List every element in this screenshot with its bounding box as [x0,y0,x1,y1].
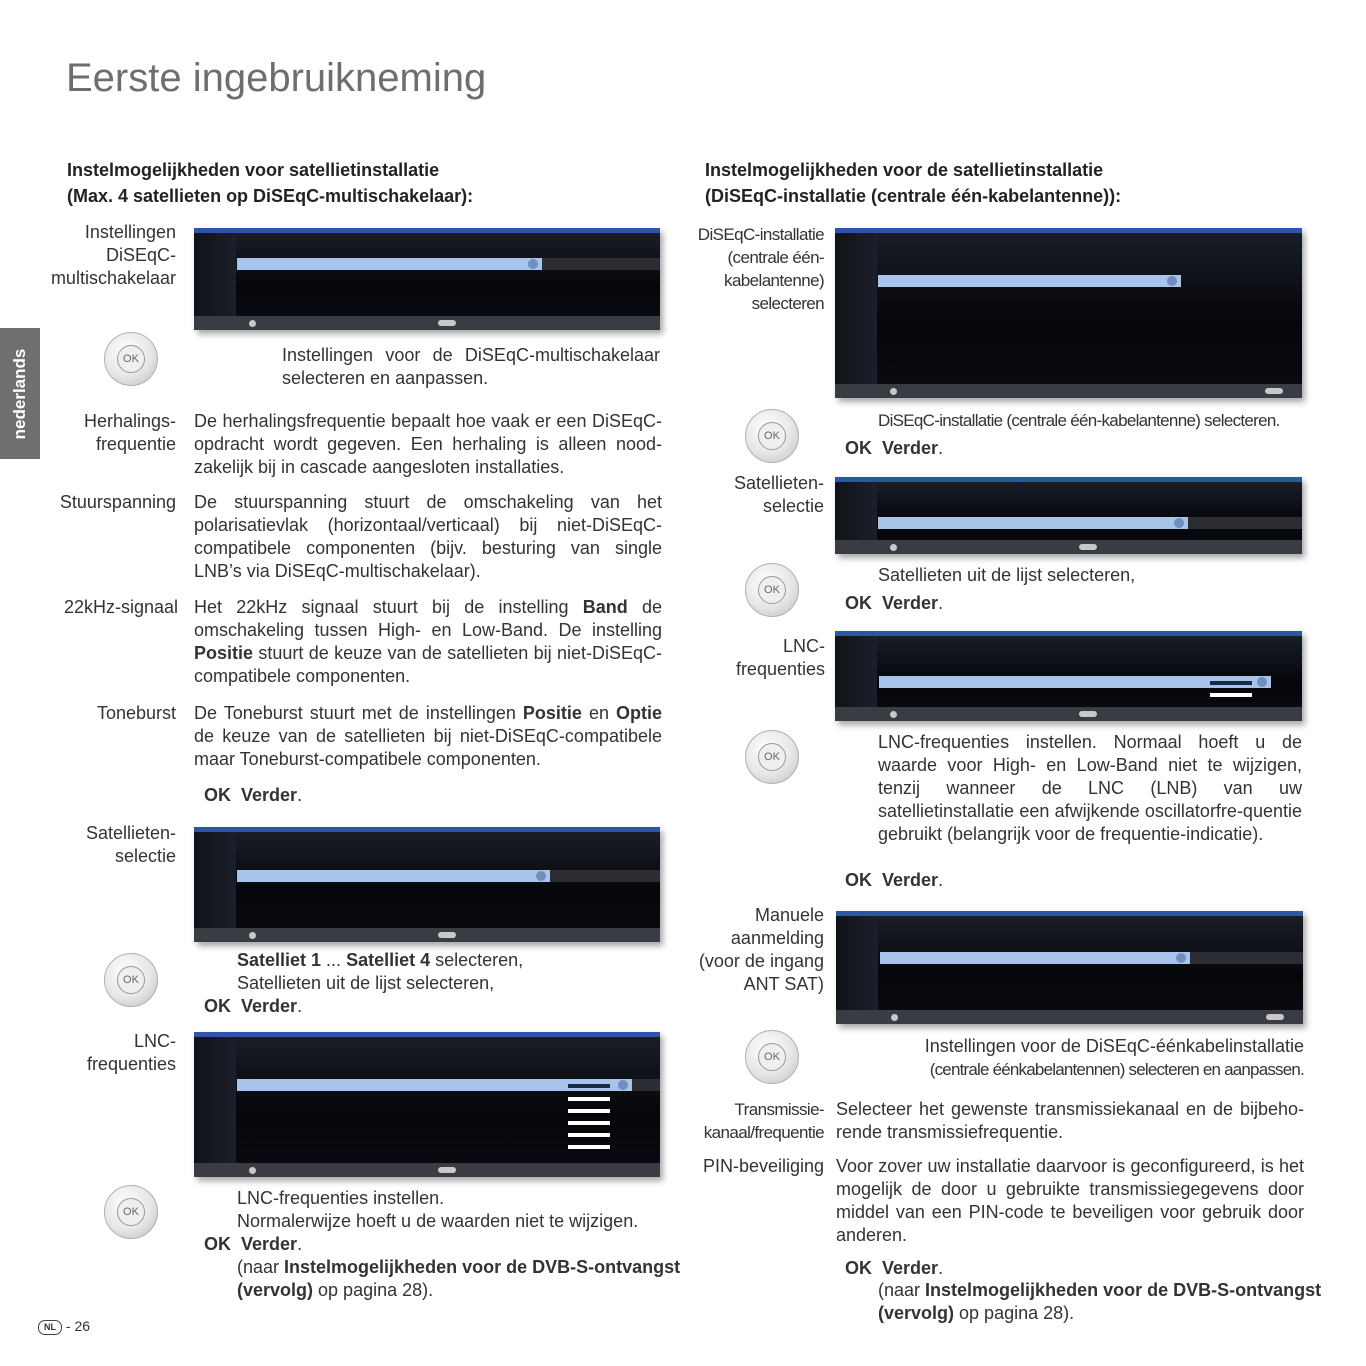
label-line: Transmissie- [734,1100,824,1119]
ok-verder-r4 [845,1257,943,1280]
label-control-voltage: Stuurspanning [59,492,176,512]
value-bar [1210,681,1252,685]
ok-button-icon [104,332,158,386]
left-heading-line-2: (Max. 4 satellieten op DiSEqC-multischakelaar): [67,186,474,206]
text-line: Satellieten uit de lijst selecteren, [237,973,495,993]
label-line: Satellieten- [85,823,176,843]
value-bar [568,1145,610,1149]
screen-row-rest [550,870,660,882]
screen-row-rest [542,258,660,270]
arrow-icon [1176,953,1186,963]
arrow-icon [1167,276,1177,286]
tv-screen-satellite-selection-right [835,477,1302,554]
text-part: op pagina 28). [954,1303,1075,1323]
verder-label: Verder [882,593,939,613]
bold-term: Satelliet 1 [237,950,322,970]
label-line: Manuele [754,905,824,925]
arrows-icon [1079,711,1097,717]
ok-text-diseqc [282,344,660,390]
label-line: LNC- [133,1031,176,1051]
value-bar [568,1133,610,1137]
screen-row-rest [1188,517,1302,529]
screen-highlight-row [878,275,1181,287]
bold-term: (vervolg) [237,1280,314,1300]
ok-button-label: OK [117,1198,145,1226]
label-line: frequenties [86,1054,176,1074]
screen-footer [835,384,1302,398]
label-line: DiSEqC-installatie [697,225,824,244]
bold-term: Satelliet 4 [346,950,431,970]
label-line: multischakelaar [50,268,176,288]
text-repeat-frequency: De herhalingsfrequentie bepaalt hoe vaak er een DiSEqC-opdracht wordt gegeven. Een herhaling is alleen nood-zakelijk bij in cascade aangesloten installaties. [194,411,662,477]
screen-sidebar [194,832,236,928]
screen-highlight-row [880,952,1190,964]
label-22khz: 22kHz-signaal [63,597,178,617]
screen-footer [835,707,1302,721]
ok-button-icon [104,1185,158,1239]
dot-icon [249,1167,256,1174]
label-line: selectie [762,496,824,516]
label-line: selectie [114,846,176,866]
text-part: De Toneburst stuurt met de instellingen [194,703,523,723]
ok-label: OK [204,996,231,1016]
ok-label: OK [845,438,872,458]
text-transmission-channel: Selecteer het gewenste transmissiekanaal en de bijbeho-rende transmissiefrequentie. [836,1099,1304,1142]
label-line: LNC- [782,636,825,656]
text-part: op pagina 28). [313,1280,434,1300]
screen-sidebar [194,1037,236,1163]
arrows-icon [438,320,456,326]
text-part: (naar [237,1257,285,1277]
arrow-icon [618,1080,628,1090]
ok-label: OK [204,785,231,805]
text-part: de keuze van de satellieten bij niet-DiSEqC-compatibele maar Toneburst-compatibele componenten. [194,726,662,769]
ok-button-icon [104,953,158,1007]
bold-term: Positie [194,643,254,663]
text-part: selecteren, [430,950,524,970]
verder-label: Verder [882,1258,939,1278]
text-lnc-right: LNC-frequenties instellen. Normaal hoeft u de waarde voor High- en Low-Band niet te wijzigen, tenzij wanneer de LNC (LNB) van uw satellietinstallatie een afwijkende oscillatorfre-quentie gebruikt (belangrijk voor de frequentie-indicatie). [878,732,1302,844]
screen-footer [194,928,660,942]
tv-screen-satellite-selection [194,827,660,942]
bold-term: Instelmogelijkheden voor de DVB-S-ontvangst [925,1280,1322,1300]
label-toneburst: Toneburst [96,703,176,723]
text-satellite-select [237,949,523,995]
arrows-icon [1079,544,1097,550]
screen-footer [194,316,660,330]
screen-footer [836,1010,1303,1024]
arrows-icon [1266,1014,1284,1020]
label-line: kanaal/frequentie [703,1123,824,1142]
left-heading-line-1: Instelmogelijkheden voor satellietinstallatie [67,160,440,180]
label-line: Herhalings- [83,411,176,431]
ok-text-diseqc-installation: DiSEqC-installatie (centrale één-kabelantenne) selecteren. [878,411,1280,430]
ok-label: OK [845,870,872,890]
tv-screen-lnc-frequencies [194,1032,660,1177]
value-bar [568,1121,610,1125]
text-satellite-select-right: Satellieten uit de lijst selecteren, [878,565,1136,585]
label-line: (voor de ingang [698,951,824,971]
text-line: selecteren en aanpassen. [282,368,489,388]
value-bar [568,1084,610,1088]
text-toneburst [194,702,662,771]
text-line: LNC-frequenties instellen. [237,1188,445,1208]
text-part: Het 22kHz signaal stuurt bij de instelling [194,597,583,617]
verder-label: Verder [241,996,298,1016]
verder-label: Verder [882,870,939,890]
text-part: ... [321,950,347,970]
label-manual-registration [690,904,824,996]
bold-term: Instelmogelijkheden voor de DVB-S-ontvangst [284,1257,681,1277]
screen-sidebar [835,636,877,707]
text-manual-registration [922,1035,1304,1081]
tv-screen-lnc-right [835,631,1302,721]
value-bar [568,1109,610,1113]
text-part: de omschakeling tussen High- en Low-Band. De instelling [194,597,662,640]
reference-right [878,1279,1321,1325]
language-tab-label: nederlands [10,348,29,439]
ok-verder-3 [204,1233,302,1256]
screen-footer [835,540,1302,554]
ok-button-icon [745,730,799,784]
dot-icon [890,711,897,718]
dot: . [938,1258,944,1278]
value-bar [568,1097,610,1101]
dot: . [938,593,944,613]
arrow-icon [1257,677,1267,687]
value-bar [1210,693,1252,697]
page-footer [38,1318,90,1335]
ok-label: OK [845,1258,872,1278]
label-diseqc-installation [690,223,824,315]
ok-verder-2 [204,995,302,1018]
left-section-heading [67,157,473,209]
label-line: (centrale één- [727,248,824,267]
dot: . [297,1234,303,1254]
bold-term: Band [582,597,628,617]
arrow-icon [528,259,538,269]
label-line: frequenties [735,659,825,679]
label-diseqc-multiswitch [30,221,176,290]
label-lnc-frequencies [30,1030,176,1076]
text-line: Instellingen voor de DiSEqC-multischakelaar [282,345,660,365]
verder-label: Verder [241,785,298,805]
label-line: Instellingen [84,222,176,242]
reference-left [237,1256,680,1302]
right-heading-line-1: Instelmogelijkheden voor de satellietinstallatie [705,160,1104,180]
language-badge: NL [38,1320,62,1335]
arrow-icon [536,871,546,881]
arrows-icon [438,932,456,938]
text-line: Normalerwijze hoeft u de waarden niet te wijzigen. [237,1211,639,1231]
dot: . [297,785,303,805]
ok-verder-r3 [845,869,943,892]
screen-highlight-row [237,870,550,882]
text-line: Instellingen voor de DiSEqC-éénkabelinstallatie [924,1036,1304,1056]
right-section-heading [705,157,1121,209]
label-line: aanmelding [730,928,824,948]
bold-term: Positie [522,703,582,723]
verder-label: Verder [241,1234,298,1254]
screen-row-rest [632,1079,660,1091]
dot-icon [890,544,897,551]
text-22khz [194,596,662,688]
label-satellite-selection-right [690,472,824,518]
screen-highlight-row [878,517,1188,529]
text-lnc-left [237,1187,638,1233]
screen-sidebar [194,233,236,316]
screen-footer [194,1163,660,1177]
ok-label: OK [204,1234,231,1254]
label-transmission-channel [690,1098,824,1144]
ok-verder-1 [204,784,302,807]
text-part: en [581,703,616,723]
ok-verder-r2 [845,592,943,615]
screen-row-rest [1190,952,1303,964]
label-repeat-frequency [30,410,176,456]
text-line: (centrale éénkabelantennen) selecteren en aanpassen. [929,1060,1304,1079]
ok-button-icon [745,563,799,617]
screen-sidebar [835,482,877,540]
ok-button-label: OK [117,345,145,373]
ok-button-label: OK [117,966,145,994]
verder-label: Verder [882,438,939,458]
right-heading-line-2: (DiSEqC-installatie (centrale één-kabelantenne)): [705,186,1122,206]
screen-sidebar [835,233,877,384]
label-line: frequentie [95,434,176,454]
label-pin-protection: PIN-beveiliging [702,1156,824,1176]
tv-screen-diseqc-settings [194,228,660,330]
ok-label: OK [845,593,872,613]
dot-icon [890,388,897,395]
dot-icon [249,932,256,939]
dot: . [297,996,303,1016]
ok-button-label: OK [758,1043,786,1071]
tv-screen-manual-registration [836,911,1303,1024]
ok-button-icon [745,409,799,463]
bold-term: (vervolg) [878,1303,955,1323]
dot: . [938,438,944,458]
screen-highlight-row [237,258,542,270]
dot-icon [891,1014,898,1021]
label-line: DiSEqC- [105,245,176,265]
ok-button-label: OK [758,743,786,771]
label-line: ANT SAT) [743,974,824,994]
arrow-icon [1174,518,1184,528]
text-part: stuurt de keuze van de satellieten bij niet-DiSEqC-compatibele componenten. [194,643,662,686]
label-line: Satellieten- [733,473,824,493]
label-line: selecteren [751,294,824,313]
page-title: Eerste ingebruikneming [66,56,487,100]
page-number: - 26 [65,1318,91,1334]
text-control-voltage: De stuurspanning stuurt de omschakeling van het polarisatievlak (horizontaal/verticaal) bij niet-DiSEqC-compatibele componenten (bijv. besturing van single LNB’s via DiSEqC-multischakelaar). [194,492,662,581]
label-satellite-selection [30,822,176,868]
dot: . [938,870,944,890]
arrows-icon [438,1167,456,1173]
ok-verder-r1 [845,437,943,460]
ok-button-label: OK [758,576,786,604]
ok-button-icon [745,1030,799,1084]
ok-button-label: OK [758,422,786,450]
tv-screen-diseqc-installation [835,228,1302,398]
text-part: (naar [878,1280,926,1300]
screen-sidebar [836,916,878,1010]
label-line: kabelantenne) [724,271,824,290]
label-lnc-frequencies-right [690,635,825,681]
arrows-icon [1265,388,1283,394]
bold-term: Optie [615,703,662,723]
text-pin-protection: Voor zover uw installatie daarvoor is geconfigureerd, is het mogelijk de door u gebruikte transmissiegegevens door middel van een PIN-code te beveiligen voor gebruik door anderen. [836,1156,1304,1245]
dot-icon [249,320,256,327]
